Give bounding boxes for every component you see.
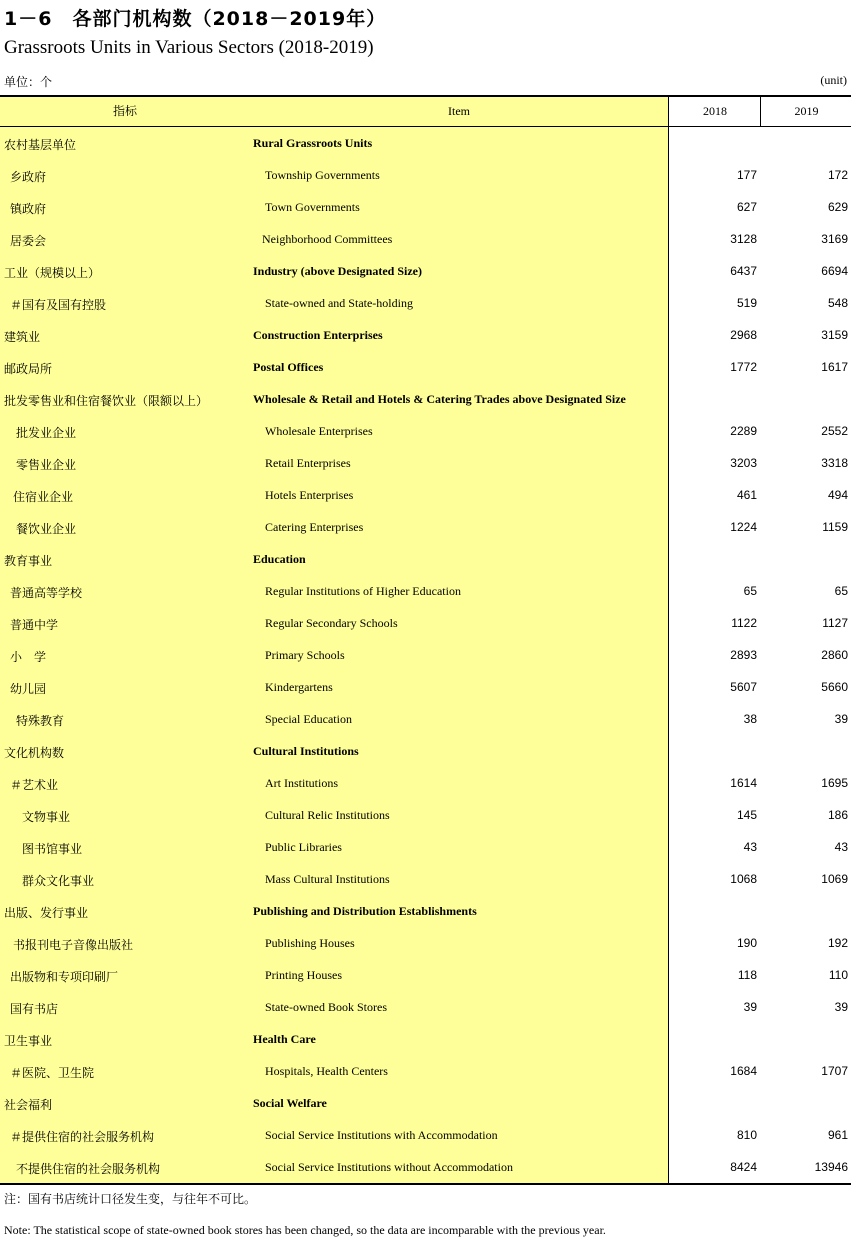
table-row <box>0 543 851 575</box>
row-label-en: Neighborhood Committees <box>262 232 393 246</box>
row-label-en: Construction Enterprises <box>253 328 383 342</box>
value-2018: 145 <box>736 808 757 822</box>
row-label-en: State-owned Book Stores <box>265 1000 387 1014</box>
value-2018: 461 <box>736 488 757 502</box>
table-row <box>0 927 851 959</box>
value-2018: 1772 <box>730 360 757 374</box>
row-label-zh: 普通高等学校 <box>10 586 83 600</box>
value-2019: 961 <box>827 1128 848 1142</box>
value-2018: 3128 <box>730 232 757 246</box>
value-2018: 2289 <box>730 424 757 438</box>
value-2019: 1707 <box>821 1064 848 1078</box>
table-row <box>0 191 851 223</box>
table-row <box>0 575 851 607</box>
row-label-en: Cultural Relic Institutions <box>265 808 390 822</box>
page-title-en: Grassroots Units in Various Sectors (2018-2019) <box>4 37 374 58</box>
value-2019: 1127 <box>822 616 848 630</box>
row-label-zh: ＃艺术业 <box>10 778 59 792</box>
row-label-en: Kindergartens <box>265 680 333 694</box>
value-2018: 65 <box>743 584 757 598</box>
row-label-zh: ＃提供住宿的社会服务机构 <box>10 1130 155 1144</box>
row-label-en: Retail Enterprises <box>265 456 351 470</box>
row-label-en: Printing Houses <box>265 968 343 982</box>
table-row <box>0 991 851 1023</box>
row-label-zh: 群众文化事业 <box>22 874 95 888</box>
table-row <box>0 159 851 191</box>
row-label-en: Special Education <box>265 712 352 726</box>
value-2018: 2968 <box>730 328 757 342</box>
table-row <box>0 959 851 991</box>
row-label-zh: 居委会 <box>10 234 47 248</box>
row-label-zh: 批发零售业和住宿餐饮业（限额以上） <box>4 394 209 408</box>
table-row <box>0 1055 851 1087</box>
row-label-zh: 小 学 <box>10 650 47 664</box>
row-label-en: Publishing and Distribution Establishments <box>253 904 477 918</box>
data-table <box>0 95 851 1185</box>
table-row <box>0 351 851 383</box>
row-label-zh: 工业（规模以上） <box>4 266 101 280</box>
value-2018: 1224 <box>730 520 757 534</box>
row-label-zh: 特殊教育 <box>16 714 65 728</box>
value-2018: 2893 <box>730 648 757 662</box>
row-label-en: Publishing Houses <box>265 936 355 950</box>
row-label-en: Social Service Institutions with Accommodation <box>265 1128 498 1142</box>
row-label-zh: 社会福利 <box>4 1098 53 1112</box>
table-row <box>0 671 851 703</box>
row-label-zh: 图书馆事业 <box>22 842 83 856</box>
header-2019: 2019 <box>760 97 851 126</box>
row-label-en: Cultural Institutions <box>253 744 359 758</box>
table-row <box>0 639 851 671</box>
row-label-zh: 出版物和专项印刷厂 <box>10 970 119 984</box>
row-label-en: State-owned and State-holding <box>265 296 413 310</box>
table-body <box>0 127 851 1185</box>
row-label-zh: 国有书店 <box>10 1002 59 1016</box>
footnote-en: Note: The statistical scope of state-owned book stores has been changed, so the data are incomparable with the previous year. <box>4 1223 606 1237</box>
row-label-zh: 批发业企业 <box>16 426 77 440</box>
row-label-en: Art Institutions <box>265 776 339 790</box>
value-2019: 548 <box>827 296 848 310</box>
value-2018: 190 <box>736 936 757 950</box>
row-label-en: Hotels Enterprises <box>265 488 354 502</box>
table-row <box>0 319 851 351</box>
value-2019: 110 <box>828 968 848 982</box>
table-row <box>0 223 851 255</box>
row-label-zh: 幼儿园 <box>10 682 47 696</box>
value-2019: 2552 <box>821 424 848 438</box>
table-row <box>0 383 851 415</box>
table-row <box>0 287 851 319</box>
value-2018: 810 <box>736 1128 757 1142</box>
row-label-en: Education <box>253 552 306 566</box>
row-label-en: Health Care <box>253 1032 316 1046</box>
row-label-en: Public Libraries <box>265 840 342 854</box>
value-2019: 39 <box>834 712 848 726</box>
row-label-zh: 出版、发行事业 <box>4 906 89 920</box>
table-row <box>0 1023 851 1055</box>
row-label-zh: ＃医院、卫生院 <box>10 1066 95 1080</box>
table-row <box>0 767 851 799</box>
row-label-zh: 文化机构数 <box>4 746 65 760</box>
value-2019: 43 <box>834 840 848 854</box>
row-label-en: Mass Cultural Institutions <box>265 872 390 886</box>
row-label-zh: 住宿业企业 <box>13 490 74 504</box>
row-label-en: Primary Schools <box>265 648 345 662</box>
value-2018: 3203 <box>730 456 757 470</box>
row-label-zh: 零售业企业 <box>16 458 77 472</box>
value-2019: 3318 <box>821 456 848 470</box>
value-2018: 8424 <box>730 1160 757 1174</box>
value-2018: 5607 <box>730 680 757 694</box>
table-row <box>0 127 851 159</box>
value-2019: 172 <box>827 168 848 182</box>
value-2018: 39 <box>743 1000 757 1014</box>
value-2018: 1684 <box>730 1064 757 1078</box>
row-label-zh: 农村基层单位 <box>4 138 77 152</box>
value-2019: 1617 <box>821 360 848 374</box>
header-2018: 2018 <box>668 97 761 126</box>
table-row <box>0 1151 851 1183</box>
row-label-en: Town Governments <box>265 200 360 214</box>
value-2019: 5660 <box>821 680 848 694</box>
row-label-en: Industry (above Designated Size) <box>253 264 423 278</box>
row-label-en: Postal Offices <box>253 360 324 374</box>
value-2019: 1695 <box>821 776 848 790</box>
row-label-en: Wholesale Enterprises <box>265 424 373 438</box>
table-row <box>0 735 851 767</box>
header-indicator-zh: 指标 <box>112 104 137 118</box>
value-2018: 519 <box>736 296 757 310</box>
row-label-zh: 卫生事业 <box>4 1034 53 1048</box>
row-label-zh: 不提供住宿的社会服务机构 <box>16 1162 161 1176</box>
table-row <box>0 479 851 511</box>
value-2019: 1069 <box>821 872 848 886</box>
value-2018: 6437 <box>730 264 757 278</box>
value-2019: 3169 <box>821 232 848 246</box>
row-label-zh: 餐饮业企业 <box>16 522 77 536</box>
row-label-en: Social Welfare <box>253 1096 327 1110</box>
row-label-zh: ＃国有及国有控股 <box>10 298 107 312</box>
value-2019: 1159 <box>822 520 848 534</box>
table-header <box>0 95 851 127</box>
value-2018: 1614 <box>730 776 757 790</box>
row-label-zh: 教育事业 <box>4 554 53 568</box>
table-row <box>0 895 851 927</box>
row-label-en: Hospitals, Health Centers <box>265 1064 388 1078</box>
row-label-en: Catering Enterprises <box>265 520 364 534</box>
value-2018: 118 <box>737 968 757 982</box>
value-2018: 1068 <box>730 872 757 886</box>
row-label-zh: 文物事业 <box>22 810 71 824</box>
page-title-zh: 1－6 各部门机构数（2018－2019年） <box>4 8 387 30</box>
unit-label-zh: 单位：个 <box>4 75 53 89</box>
table-row <box>0 447 851 479</box>
row-label-en: Regular Institutions of Higher Education <box>265 584 461 598</box>
table-row <box>0 799 851 831</box>
row-label-en: Wholesale & Retail and Hotels & Catering Trades above Designated Size <box>253 392 626 406</box>
row-label-en: Rural Grassroots Units <box>253 136 373 150</box>
row-label-zh: 乡政府 <box>10 170 47 184</box>
value-2018: 43 <box>743 840 757 854</box>
value-2019: 186 <box>827 808 848 822</box>
value-2019: 3159 <box>821 328 848 342</box>
value-2019: 629 <box>827 200 848 214</box>
value-2019: 2860 <box>821 648 848 662</box>
footnote-zh: 注：国有书店统计口径发生变，与往年不可比。 <box>4 1192 257 1206</box>
value-2019: 192 <box>827 936 848 950</box>
table-row <box>0 255 851 287</box>
value-2018: 38 <box>743 712 757 726</box>
value-2018: 177 <box>736 168 757 182</box>
row-label-en: Township Governments <box>265 168 380 182</box>
row-label-zh: 建筑业 <box>4 330 41 344</box>
value-2019: 494 <box>827 488 848 502</box>
value-2019: 65 <box>834 584 848 598</box>
table-row <box>0 1087 851 1119</box>
value-2019: 6694 <box>821 264 848 278</box>
row-label-zh: 邮政局所 <box>4 362 53 376</box>
table-row <box>0 1119 851 1151</box>
row-label-zh: 书报刊电子音像出版社 <box>13 938 134 952</box>
table-row <box>0 703 851 735</box>
value-2018: 1122 <box>731 616 757 630</box>
table-row <box>0 511 851 543</box>
table-row <box>0 831 851 863</box>
unit-label-en: (unit) <box>820 73 847 87</box>
value-2019: 39 <box>834 1000 848 1014</box>
row-label-zh: 普通中学 <box>10 618 59 632</box>
row-label-en: Regular Secondary Schools <box>265 616 398 630</box>
table-row <box>0 863 851 895</box>
header-item: Item <box>448 104 470 118</box>
row-label-en: Social Service Institutions without Accommodation <box>265 1160 513 1174</box>
table-row <box>0 607 851 639</box>
value-2018: 627 <box>736 200 757 214</box>
table-row <box>0 415 851 447</box>
value-2019: 13946 <box>814 1160 848 1174</box>
row-label-zh: 镇政府 <box>10 202 47 216</box>
